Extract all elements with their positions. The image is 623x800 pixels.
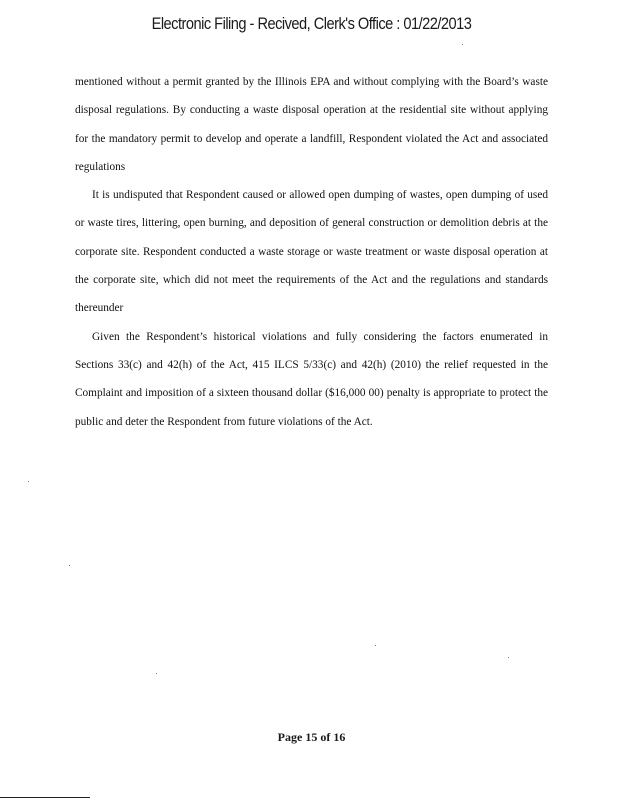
scan-speck [69, 565, 70, 566]
document-body [75, 68, 548, 436]
paragraph-residential-site: mentioned without a permit granted by the Illinois EPA and without complying with the Board’s waste disposal regulations. By conducting a waste disposal operation at the residential site without applying for the mandatory permit to develop and operate a landfill, Respondent violated the Act and associated regulations [75, 76, 548, 173]
scan-speck [462, 44, 463, 45]
paragraph-corporate-site: It is undisputed that Respondent caused or allowed open dumping of wastes, open dumping of used or waste tires, littering, open burning, and deposition of general construction or demolition debris at the corporate site. Respondent conducted a waste storage or waste treatment or waste disposal operation at the corporate site, which did not meet the requirements of the Act and the regulations and standards thereunder [75, 189, 548, 315]
paragraph-penalty: Given the Respondent’s historical violations and fully considering the factors enumerated in Sections 33(c) and 42(h) of the Act, 415 ILCS 5/33(c) and 42(h) (2010) the relief requested in the Complaint and imposition of a sixteen thousand dollar ($16,000 00) penalty is appropriate to protect the public and deter the Respondent from future violations of the Act. [75, 330, 548, 428]
page-number: Page 15 of 16 [277, 730, 346, 744]
footnote-rule [0, 797, 90, 798]
scan-speck [508, 657, 509, 658]
scan-speck [156, 673, 157, 674]
filing-stamp-header: Electronic Filing - Recived, Clerk's Office : 01/22/2013 [151, 14, 472, 33]
scan-speck [28, 481, 29, 482]
scan-speck [375, 645, 376, 646]
